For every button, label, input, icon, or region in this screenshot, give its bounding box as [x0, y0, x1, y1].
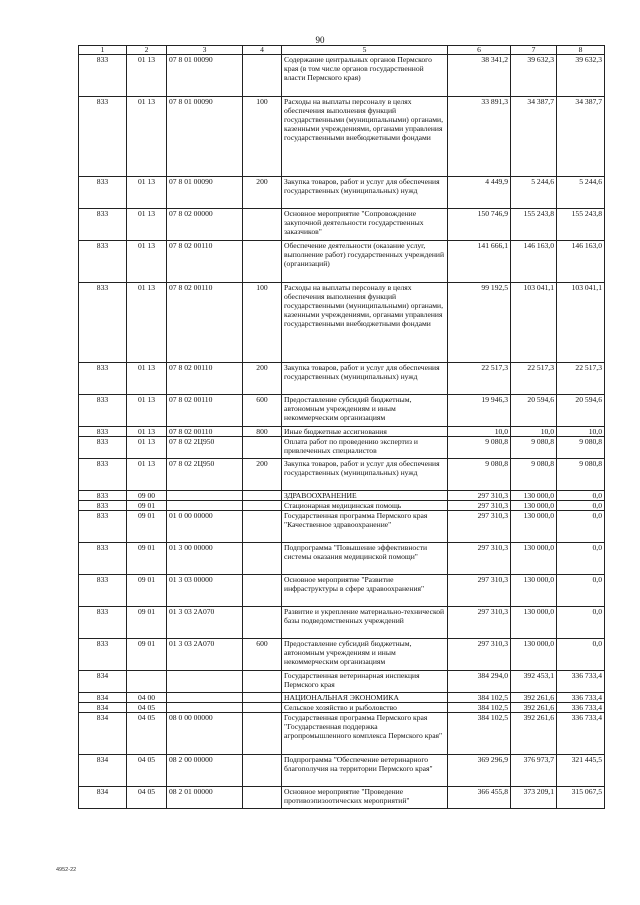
amount-year1-cell: 297 310,3 [448, 491, 511, 501]
table-row [79, 491, 605, 501]
header-cell: 3 [167, 46, 243, 55]
section-code-cell: 04 05 [127, 713, 167, 755]
table-row [79, 363, 605, 395]
table-row [79, 693, 605, 703]
header-cell: 4 [243, 46, 282, 55]
item-name-cell: Государственная программа Пермского края "Качественное здравоохранение" [282, 511, 448, 543]
item-name-cell: Расходы на выплаты персоналу в целях обеспечения выполнения функций государственными (муниципальными) органами, казенными учреждениями, органами управления государственными внебюджетными фондами [282, 283, 448, 363]
amount-year3-cell: 146 163,0 [557, 241, 605, 283]
amount-year2-cell: 34 387,7 [511, 97, 557, 177]
amount-year3-cell: 0,0 [557, 501, 605, 511]
section-code-cell: 09 01 [127, 575, 167, 607]
item-name-cell: Предоставление субсидий бюджетным, автономным учреждениям и иным некоммерческим организациям [282, 639, 448, 671]
amount-year1-cell: 38 341,2 [448, 55, 511, 97]
admin-code-cell: 833 [79, 241, 127, 283]
table-row [79, 177, 605, 209]
target-article-cell: 07 8 02 00000 [167, 209, 243, 241]
section-code-cell: 01 13 [127, 437, 167, 459]
amount-year2-cell: 130 000,0 [511, 639, 557, 671]
expense-type-cell [243, 787, 282, 809]
expense-type-cell [243, 671, 282, 693]
table-row [79, 459, 605, 491]
section-code-cell: 01 13 [127, 55, 167, 97]
item-name-cell: Содержание центральных органов Пермского края (в том числе органов государственной власти Пермского края) [282, 55, 448, 97]
expense-type-cell: 600 [243, 639, 282, 671]
admin-code-cell: 834 [79, 713, 127, 755]
amount-year2-cell: 130 000,0 [511, 491, 557, 501]
amount-year2-cell: 9 080,8 [511, 437, 557, 459]
target-article-cell: 01 3 03 00000 [167, 575, 243, 607]
table-body [79, 55, 605, 809]
table-row [79, 97, 605, 177]
target-article-cell: 01 3 00 00000 [167, 543, 243, 575]
amount-year3-cell: 0,0 [557, 575, 605, 607]
amount-year1-cell: 99 192,5 [448, 283, 511, 363]
item-name-cell: Развитие и укрепление материально-технической базы подведомственных учреждений [282, 607, 448, 639]
section-code-cell: 01 13 [127, 459, 167, 491]
section-code-cell: 01 13 [127, 177, 167, 209]
target-article-cell [167, 703, 243, 713]
admin-code-cell: 833 [79, 437, 127, 459]
target-article-cell: 01 3 03 2А070 [167, 639, 243, 671]
target-article-cell: 08 0 00 00000 [167, 713, 243, 755]
target-article-cell: 07 8 02 2Ц950 [167, 437, 243, 459]
target-article-cell: 07 8 01 00090 [167, 97, 243, 177]
item-name-cell: Основное мероприятие "Развитие инфраструктуры в сфере здравоохранения" [282, 575, 448, 607]
amount-year3-cell: 321 445,5 [557, 755, 605, 787]
amount-year2-cell: 20 594,6 [511, 395, 557, 427]
amount-year3-cell: 39 632,3 [557, 55, 605, 97]
table-row [79, 639, 605, 671]
amount-year2-cell: 392 261,6 [511, 693, 557, 703]
amount-year3-cell: 0,0 [557, 543, 605, 575]
table-row [79, 575, 605, 607]
item-name-cell: Обеспечение деятельности (оказание услуг, выполнение работ) государственных учреждений (организаций) [282, 241, 448, 283]
item-name-cell: НАЦИОНАЛЬНАЯ ЭКОНОМИКА [282, 693, 448, 703]
amount-year3-cell: 0,0 [557, 607, 605, 639]
amount-year1-cell: 141 666,1 [448, 241, 511, 283]
amount-year1-cell: 9 080,8 [448, 437, 511, 459]
amount-year3-cell: 20 594,6 [557, 395, 605, 427]
table-row [79, 671, 605, 693]
amount-year3-cell: 336 733,4 [557, 713, 605, 755]
amount-year2-cell: 130 000,0 [511, 511, 557, 543]
table-row [79, 241, 605, 283]
header-cell: 8 [557, 46, 605, 55]
admin-code-cell: 833 [79, 511, 127, 543]
admin-code-cell: 833 [79, 607, 127, 639]
section-code-cell: 01 13 [127, 427, 167, 437]
item-name-cell: Сельское хозяйство и рыболовство [282, 703, 448, 713]
amount-year3-cell: 5 244,6 [557, 177, 605, 209]
admin-code-cell: 834 [79, 755, 127, 787]
section-code-cell: 01 13 [127, 209, 167, 241]
item-name-cell: Государственная ветеринарная инспекция Пермского края [282, 671, 448, 693]
amount-year3-cell: 0,0 [557, 639, 605, 671]
target-article-cell: 07 8 02 2Ц950 [167, 459, 243, 491]
target-article-cell [167, 671, 243, 693]
amount-year1-cell: 384 102,5 [448, 693, 511, 703]
amount-year1-cell: 384 294,0 [448, 671, 511, 693]
amount-year3-cell: 336 733,4 [557, 693, 605, 703]
expense-type-cell [243, 501, 282, 511]
target-article-cell: 01 3 03 2А070 [167, 607, 243, 639]
section-code-cell: 09 01 [127, 639, 167, 671]
amount-year2-cell: 22 517,3 [511, 363, 557, 395]
section-code-cell: 09 01 [127, 511, 167, 543]
target-article-cell [167, 693, 243, 703]
amount-year1-cell: 297 310,3 [448, 543, 511, 575]
admin-code-cell: 834 [79, 671, 127, 693]
target-article-cell: 07 8 02 00110 [167, 427, 243, 437]
expense-type-cell: 200 [243, 459, 282, 491]
amount-year3-cell: 103 041,1 [557, 283, 605, 363]
amount-year1-cell: 366 455,8 [448, 787, 511, 809]
admin-code-cell: 833 [79, 427, 127, 437]
item-name-cell: Закупка товаров, работ и услуг для обеспечения государственных (муниципальных) нужд [282, 459, 448, 491]
admin-code-cell: 833 [79, 55, 127, 97]
item-name-cell: Государственная программа Пермского края "Государственная поддержка агропромышленного комплекса Пермского края" [282, 713, 448, 755]
amount-year3-cell: 336 733,4 [557, 703, 605, 713]
amount-year1-cell: 19 946,3 [448, 395, 511, 427]
header-cell: 6 [448, 46, 511, 55]
item-name-cell: Расходы на выплаты персоналу в целях обеспечения выполнения функций государственными (муниципальными) органами, казенными учреждениями, органами управления государственными внебюджетными фондами [282, 97, 448, 177]
amount-year2-cell: 39 632,3 [511, 55, 557, 97]
amount-year1-cell: 297 310,3 [448, 501, 511, 511]
item-name-cell: Закупка товаров, работ и услуг для обеспечения государственных (муниципальных) нужд [282, 363, 448, 395]
amount-year2-cell: 130 000,0 [511, 501, 557, 511]
section-code-cell: 09 00 [127, 491, 167, 501]
item-name-cell: Предоставление субсидий бюджетным, автономным учреждениям и иным некоммерческим организациям [282, 395, 448, 427]
amount-year3-cell: 0,0 [557, 511, 605, 543]
admin-code-cell: 833 [79, 363, 127, 395]
target-article-cell [167, 501, 243, 511]
admin-code-cell: 833 [79, 501, 127, 511]
amount-year2-cell: 392 261,6 [511, 703, 557, 713]
header-cell: 7 [511, 46, 557, 55]
expense-type-cell [243, 209, 282, 241]
amount-year3-cell: 10,0 [557, 427, 605, 437]
amount-year1-cell: 384 102,5 [448, 713, 511, 755]
amount-year2-cell: 10,0 [511, 427, 557, 437]
amount-year1-cell: 369 296,9 [448, 755, 511, 787]
admin-code-cell: 833 [79, 639, 127, 671]
amount-year3-cell: 9 080,8 [557, 437, 605, 459]
item-name-cell: Подпрограмма "Повышение эффективности системы оказания медицинской помощи" [282, 543, 448, 575]
item-name-cell: Основное мероприятие "Проведение противоэпизоотических мероприятий" [282, 787, 448, 809]
target-article-cell: 08 2 01 00000 [167, 787, 243, 809]
amount-year2-cell: 373 209,1 [511, 787, 557, 809]
table-row [79, 607, 605, 639]
expense-type-cell [243, 755, 282, 787]
header-cell: 1 [79, 46, 127, 55]
expense-type-cell [243, 575, 282, 607]
amount-year2-cell: 9 080,8 [511, 459, 557, 491]
expense-type-cell: 200 [243, 363, 282, 395]
header-cell: 2 [127, 46, 167, 55]
target-article-cell: 01 0 00 00000 [167, 511, 243, 543]
header-cell: 5 [282, 46, 448, 55]
table-row [79, 283, 605, 363]
target-article-cell: 07 8 01 00090 [167, 177, 243, 209]
admin-code-cell: 834 [79, 787, 127, 809]
admin-code-cell: 833 [79, 491, 127, 501]
table-row [79, 427, 605, 437]
table-row [79, 395, 605, 427]
table-row [79, 703, 605, 713]
table-row [79, 437, 605, 459]
target-article-cell: 07 8 02 00110 [167, 241, 243, 283]
admin-code-cell: 833 [79, 209, 127, 241]
section-code-cell: 01 13 [127, 395, 167, 427]
amount-year1-cell: 33 891,3 [448, 97, 511, 177]
amount-year2-cell: 130 000,0 [511, 575, 557, 607]
expense-type-cell [243, 241, 282, 283]
section-code-cell: 04 05 [127, 755, 167, 787]
expense-type-cell: 600 [243, 395, 282, 427]
page-number: 90 [315, 35, 325, 45]
table-row [79, 511, 605, 543]
amount-year3-cell: 22 517,3 [557, 363, 605, 395]
expense-type-cell [243, 693, 282, 703]
expense-type-cell [243, 511, 282, 543]
amount-year3-cell: 315 067,5 [557, 787, 605, 809]
section-code-cell: 01 13 [127, 363, 167, 395]
amount-year1-cell: 9 080,8 [448, 459, 511, 491]
admin-code-cell: 833 [79, 575, 127, 607]
amount-year2-cell: 155 243,8 [511, 209, 557, 241]
expense-type-cell: 100 [243, 283, 282, 363]
table-row [79, 209, 605, 241]
table-row [79, 501, 605, 511]
expense-type-cell [243, 543, 282, 575]
target-article-cell: 07 8 01 00090 [167, 55, 243, 97]
expense-type-cell [243, 55, 282, 97]
amount-year3-cell: 34 387,7 [557, 97, 605, 177]
amount-year1-cell: 297 310,3 [448, 575, 511, 607]
section-code-cell: 01 13 [127, 97, 167, 177]
section-code-cell: 01 13 [127, 241, 167, 283]
amount-year2-cell: 103 041,1 [511, 283, 557, 363]
item-name-cell: Стационарная медицинская помощь [282, 501, 448, 511]
amount-year3-cell: 0,0 [557, 491, 605, 501]
amount-year1-cell: 4 449,9 [448, 177, 511, 209]
item-name-cell: Основное мероприятие "Сопровождение закупочной деятельности государственных заказчиков" [282, 209, 448, 241]
admin-code-cell: 833 [79, 395, 127, 427]
amount-year2-cell: 146 163,0 [511, 241, 557, 283]
section-code-cell [127, 671, 167, 693]
expense-type-cell [243, 607, 282, 639]
expense-type-cell: 100 [243, 97, 282, 177]
item-name-cell: Закупка товаров, работ и услуг для обеспечения государственных (муниципальных) нужд [282, 177, 448, 209]
table-row [79, 55, 605, 97]
budget-table [78, 45, 605, 809]
footer-code: 4952-22 [56, 867, 77, 873]
admin-code-cell: 833 [79, 543, 127, 575]
amount-year1-cell: 150 746,9 [448, 209, 511, 241]
amount-year2-cell: 392 261,6 [511, 713, 557, 755]
section-code-cell: 09 01 [127, 543, 167, 575]
amount-year1-cell: 297 310,3 [448, 511, 511, 543]
section-code-cell: 04 00 [127, 693, 167, 703]
amount-year3-cell: 155 243,8 [557, 209, 605, 241]
section-code-cell: 04 05 [127, 787, 167, 809]
amount-year2-cell: 5 244,6 [511, 177, 557, 209]
amount-year1-cell: 22 517,3 [448, 363, 511, 395]
section-code-cell: 09 01 [127, 501, 167, 511]
admin-code-cell: 834 [79, 703, 127, 713]
target-article-cell: 07 8 02 00110 [167, 283, 243, 363]
section-code-cell: 09 01 [127, 607, 167, 639]
admin-code-cell: 833 [79, 177, 127, 209]
item-name-cell: Иные бюджетные ассигнования [282, 427, 448, 437]
amount-year2-cell: 376 973,7 [511, 755, 557, 787]
amount-year1-cell: 297 310,3 [448, 607, 511, 639]
expense-type-cell: 200 [243, 177, 282, 209]
amount-year2-cell: 130 000,0 [511, 543, 557, 575]
expense-type-cell [243, 703, 282, 713]
amount-year3-cell: 336 733,4 [557, 671, 605, 693]
amount-year3-cell: 9 080,8 [557, 459, 605, 491]
item-name-cell: ЗДРАВООХРАНЕНИЕ [282, 491, 448, 501]
header-row [79, 46, 605, 55]
target-article-cell: 07 8 02 00110 [167, 363, 243, 395]
expense-type-cell [243, 437, 282, 459]
amount-year2-cell: 130 000,0 [511, 607, 557, 639]
table-row [79, 713, 605, 755]
target-article-cell [167, 491, 243, 501]
target-article-cell: 07 8 02 00110 [167, 395, 243, 427]
item-name-cell: Оплата работ по проведению экспертиз и привлеченных специалистов [282, 437, 448, 459]
item-name-cell: Подпрограмма "Обеспечение ветеринарного благополучия на территории Пермского края" [282, 755, 448, 787]
admin-code-cell: 833 [79, 97, 127, 177]
table-row [79, 755, 605, 787]
section-code-cell: 04 05 [127, 703, 167, 713]
table-row [79, 543, 605, 575]
amount-year1-cell: 10,0 [448, 427, 511, 437]
admin-code-cell: 834 [79, 693, 127, 703]
section-code-cell: 01 13 [127, 283, 167, 363]
amount-year1-cell: 297 310,3 [448, 639, 511, 671]
amount-year2-cell: 392 453,1 [511, 671, 557, 693]
expense-type-cell: 800 [243, 427, 282, 437]
table-row [79, 787, 605, 809]
target-article-cell: 08 2 00 00000 [167, 755, 243, 787]
admin-code-cell: 833 [79, 283, 127, 363]
expense-type-cell [243, 491, 282, 501]
expense-type-cell [243, 713, 282, 755]
admin-code-cell: 833 [79, 459, 127, 491]
amount-year1-cell: 384 102,5 [448, 703, 511, 713]
